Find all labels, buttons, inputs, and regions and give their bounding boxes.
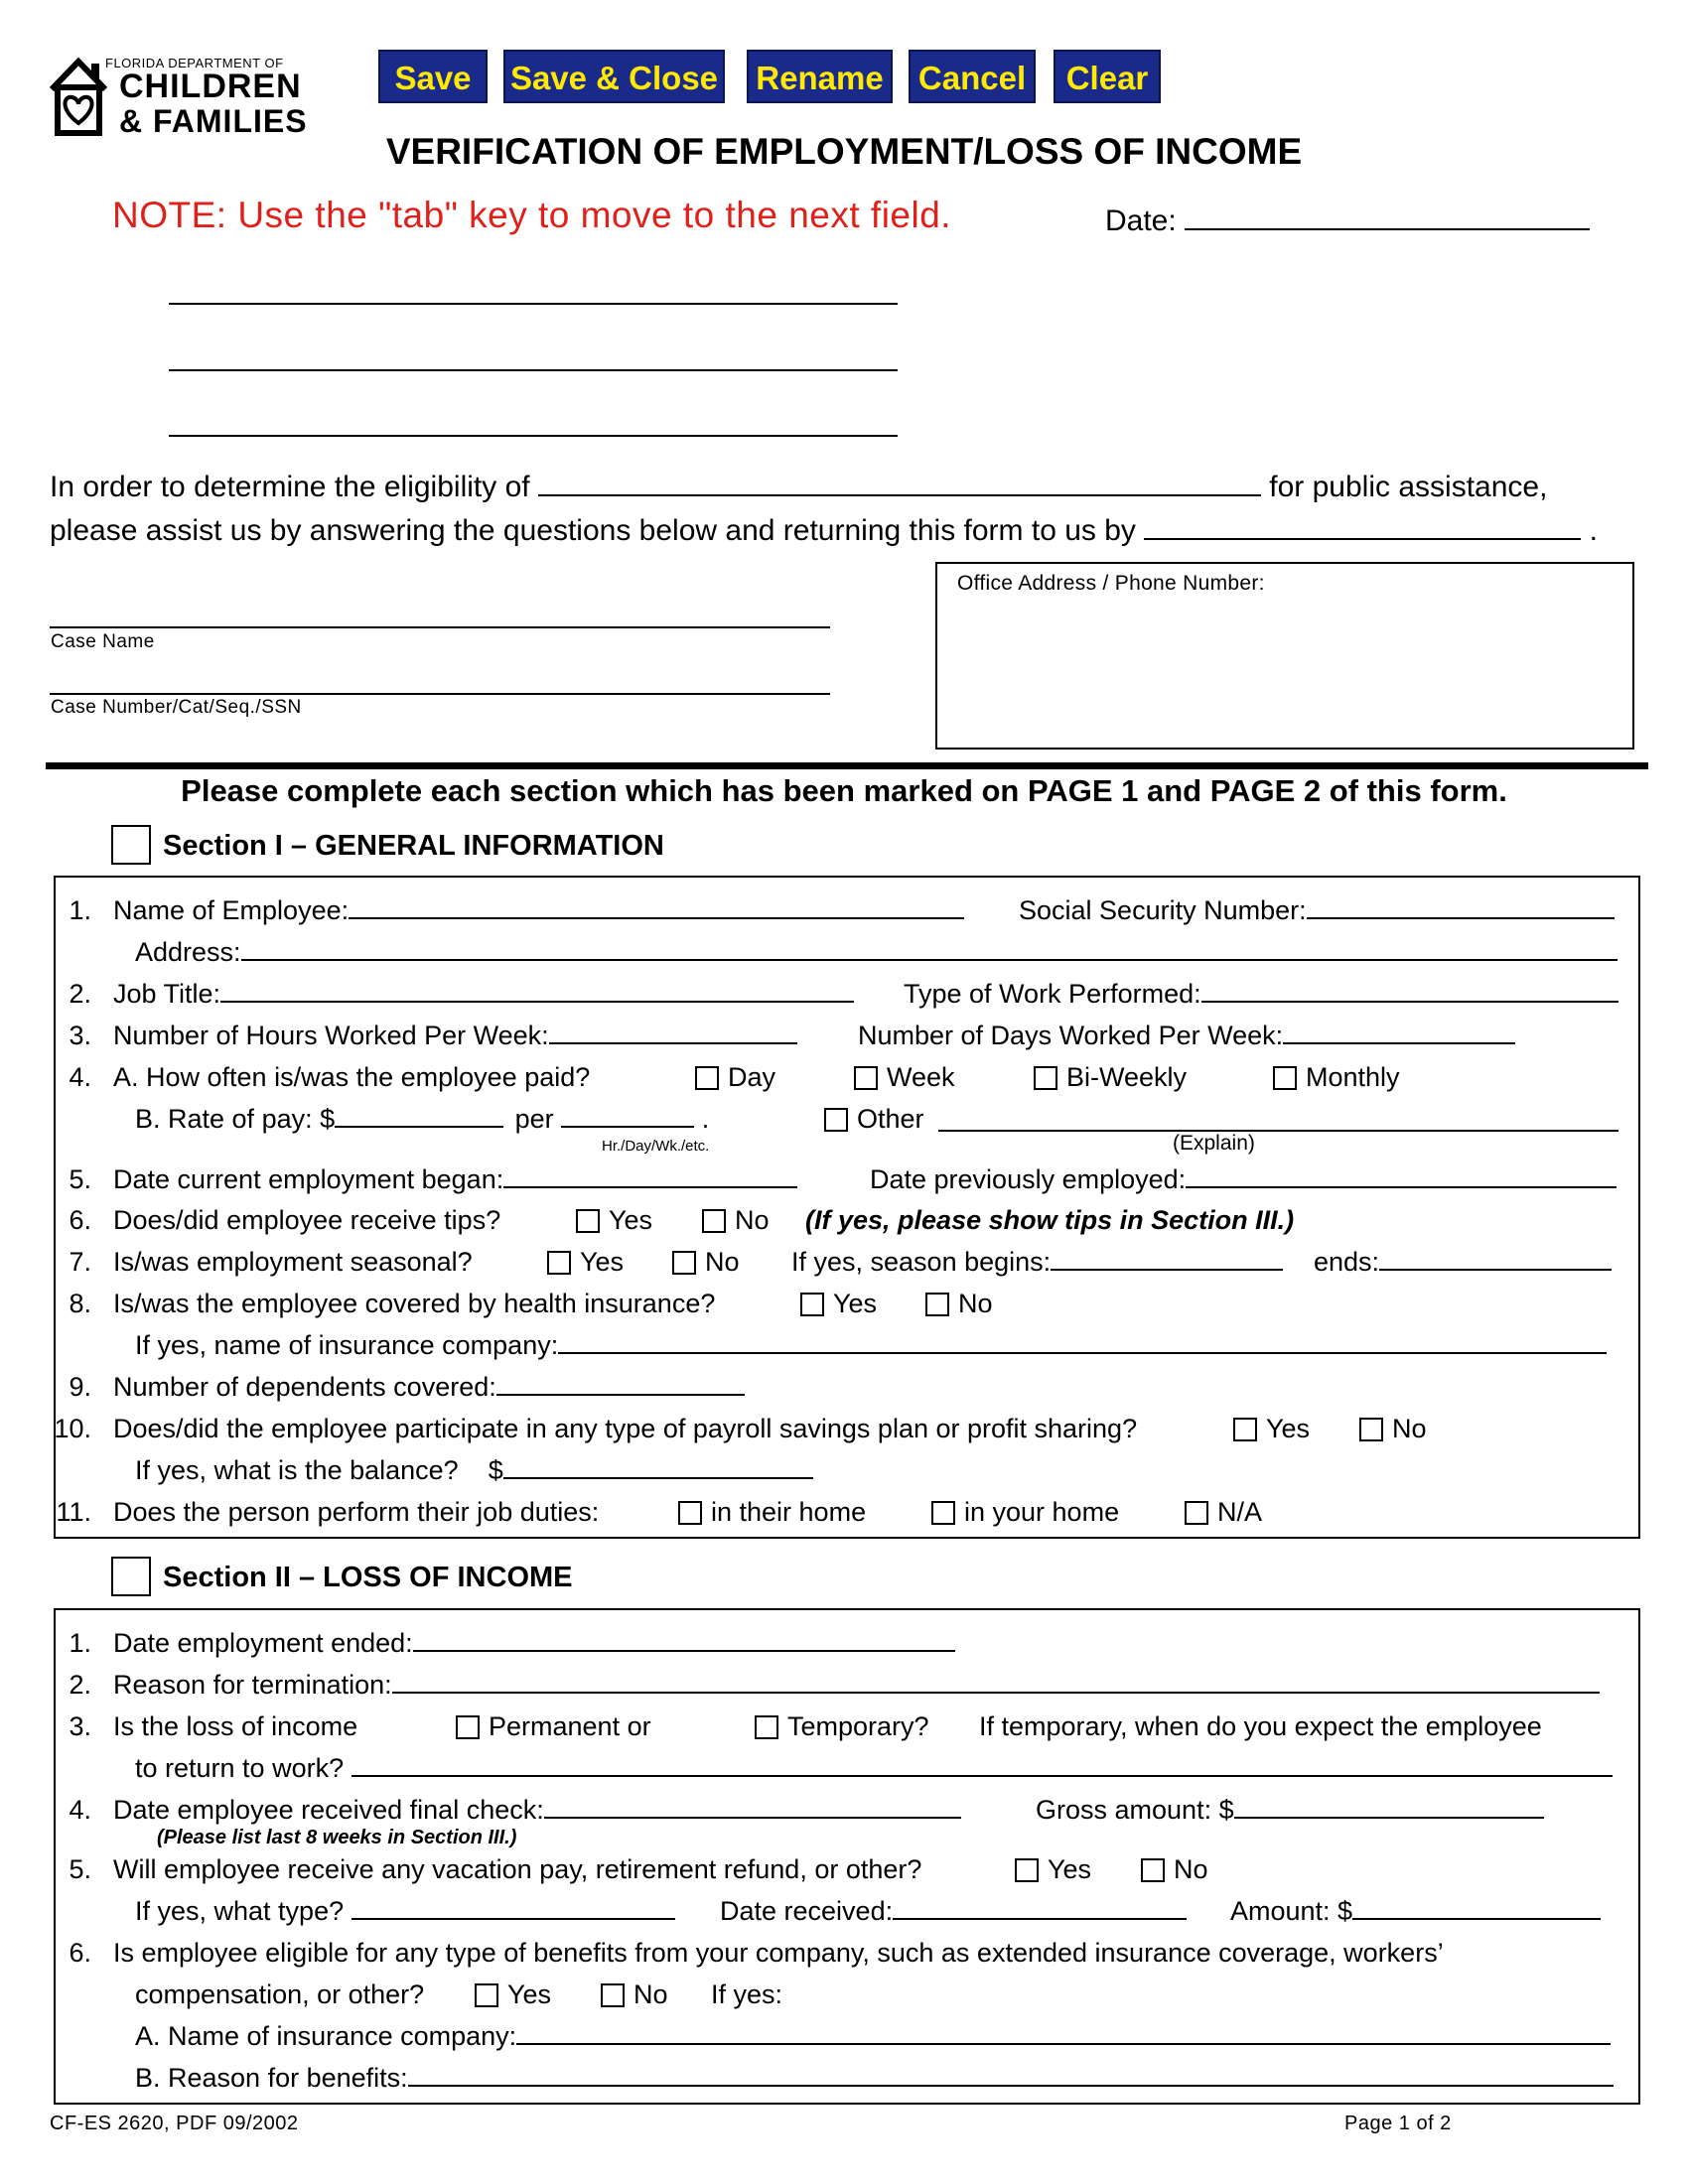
- loss-temporary-checkbox[interactable]: [755, 1715, 778, 1739]
- savings-yes-option[interactable]: Yes: [1233, 1414, 1310, 1443]
- logo-line-3: & FAMILIES: [119, 103, 308, 139]
- s1-q4a-row: 4. A. How often is/was the employee paid?: [69, 1062, 591, 1092]
- savings-balance-input[interactable]: [503, 1455, 813, 1479]
- savings-yes-checkbox[interactable]: [1233, 1418, 1257, 1441]
- duties-your-home-checkbox[interactable]: [931, 1501, 955, 1525]
- loss-permanent-option[interactable]: Permanent or: [456, 1711, 651, 1741]
- s1-q8-row: 8. Is/was the employee covered by health insurance?: [69, 1289, 716, 1318]
- pay-day-checkbox[interactable]: [695, 1066, 719, 1090]
- office-address-box[interactable]: [935, 562, 1634, 750]
- section-2-title: Section II – LOSS OF INCOME: [163, 1562, 573, 1593]
- logo-line-1: FLORIDA DEPARTMENT OF: [105, 56, 284, 70]
- final-check-date-input[interactable]: [544, 1795, 961, 1819]
- page-number: Page 1 of 2: [1344, 2113, 1452, 2134]
- pay-day-option[interactable]: Day: [695, 1062, 775, 1092]
- tab-key-note: NOTE: Use the "tab" key to move to the next field.: [112, 195, 952, 235]
- pay-unit-hint: Hr./Day/Wk./etc.: [602, 1138, 710, 1155]
- benefits-reason-input[interactable]: [408, 2063, 1614, 2087]
- days-per-week-input[interactable]: [1283, 1021, 1515, 1044]
- employer-address-line-3[interactable]: [169, 435, 898, 437]
- return-by-date-input[interactable]: [1144, 516, 1581, 540]
- intro-line-2: please assist us by answering the questions below and returning this form to us by .: [50, 514, 1598, 547]
- clear-button[interactable]: Clear: [1054, 50, 1161, 103]
- pay-monthly-checkbox[interactable]: [1273, 1066, 1297, 1090]
- tips-yes-checkbox[interactable]: [576, 1209, 600, 1233]
- s1-worktype-row: Type of Work Performed:: [904, 979, 1618, 1009]
- employment-ended-input[interactable]: [413, 1628, 955, 1652]
- tips-no-option[interactable]: No: [702, 1205, 770, 1235]
- vacation-amount-input[interactable]: [1352, 1896, 1601, 1920]
- savings-no-option[interactable]: No: [1359, 1414, 1427, 1443]
- s2-q1-row: 1. Date employment ended:: [34, 1628, 955, 1658]
- tips-yes-option[interactable]: Yes: [576, 1205, 652, 1235]
- section-divider: [46, 762, 1648, 769]
- duties-na-checkbox[interactable]: [1185, 1501, 1208, 1525]
- s2-q6-row-2: compensation, or other?: [135, 1979, 425, 2009]
- benefits-if-yes: If yes:: [711, 1979, 783, 2009]
- s1-q5-row: 5. Date current employment began:: [34, 1164, 797, 1194]
- seasonal-yes-checkbox[interactable]: [547, 1251, 571, 1275]
- form-id: CF-ES 2620, PDF 09/2002: [50, 2113, 299, 2134]
- vacation-type-row: If yes, what type?: [135, 1896, 675, 1926]
- benefits-yes-checkbox[interactable]: [475, 1983, 498, 2007]
- employee-address-input[interactable]: [241, 937, 1618, 961]
- gross-amount-row: Gross amount: $: [1036, 1795, 1544, 1825]
- employer-address-line-2[interactable]: [169, 369, 898, 371]
- s1-q4b-row: B. Rate of pay: $ per .: [135, 1104, 710, 1134]
- vacation-yes-option[interactable]: Yes: [1015, 1854, 1091, 1884]
- loss-permanent-checkbox[interactable]: [456, 1715, 480, 1739]
- s1-q1-row: 1. Name of Employee:: [34, 895, 964, 925]
- benefits-insurance-row: A. Name of insurance company:: [135, 2021, 1611, 2051]
- explain-hint: (Explain): [1173, 1132, 1255, 1155]
- s2-q5-row: 5. Will employee receive any vacation pay, retirement refund, or other?: [69, 1854, 922, 1884]
- hours-per-week-input[interactable]: [549, 1021, 797, 1044]
- section-2-checkbox[interactable]: [111, 1557, 151, 1596]
- intro-line-1: In order to determine the eligibility of for public assistance,: [50, 471, 1548, 503]
- benefits-reason-row: B. Reason for benefits:: [135, 2063, 1614, 2093]
- duties-their-home-checkbox[interactable]: [678, 1501, 702, 1525]
- duties-your-home-option[interactable]: in your home: [931, 1497, 1119, 1527]
- termination-reason-input[interactable]: [392, 1670, 1600, 1694]
- s1-prev-employed-row: Date previously employed:: [870, 1164, 1617, 1194]
- seasonal-no-option[interactable]: No: [672, 1247, 740, 1277]
- insurance-company-row: If yes, name of insurance company:: [135, 1330, 1607, 1360]
- save-button[interactable]: Save: [378, 50, 488, 103]
- insurance-company-input[interactable]: [558, 1330, 1607, 1354]
- house-heart-icon: [48, 56, 109, 139]
- date-received-input[interactable]: [893, 1896, 1187, 1920]
- case-name-input[interactable]: [50, 626, 830, 628]
- s1-days-row: Number of Days Worked Per Week:: [858, 1021, 1515, 1050]
- case-number-input[interactable]: [50, 693, 830, 695]
- rate-of-pay-input[interactable]: [335, 1104, 503, 1128]
- logo-line-2: CHILDREN: [119, 68, 302, 105]
- dependents-covered-input[interactable]: [496, 1372, 745, 1396]
- previously-employed-input[interactable]: [1186, 1164, 1617, 1188]
- case-name-label: Case Name: [51, 631, 155, 652]
- cancel-button[interactable]: Cancel: [909, 50, 1036, 103]
- pay-biweekly-option[interactable]: Bi-Weekly: [1034, 1062, 1187, 1092]
- benefits-insurance-input[interactable]: [516, 2021, 1611, 2045]
- s2-q2-row: 2. Reason for termination:: [34, 1670, 1600, 1700]
- vacation-no-option[interactable]: No: [1141, 1854, 1208, 1884]
- ssn-input[interactable]: [1307, 895, 1615, 919]
- vacation-yes-checkbox[interactable]: [1015, 1858, 1039, 1882]
- rename-button[interactable]: Rename: [747, 50, 893, 103]
- pay-unit-input[interactable]: [561, 1104, 694, 1128]
- employer-address-line-1[interactable]: [169, 303, 898, 305]
- section-1-title: Section I – GENERAL INFORMATION: [163, 830, 664, 862]
- loss-temporary-option[interactable]: Temporary?: [755, 1711, 929, 1741]
- date-field: [1105, 206, 1590, 236]
- health-yes-option[interactable]: Yes: [800, 1289, 877, 1318]
- vacation-type-input[interactable]: [352, 1896, 675, 1920]
- s1-address-row: Address:: [135, 937, 1618, 967]
- seasonal-no-checkbox[interactable]: [672, 1251, 696, 1275]
- duties-na-option[interactable]: N/A: [1185, 1497, 1262, 1527]
- season-begins-input[interactable]: [1051, 1247, 1283, 1271]
- dcf-logo: [48, 56, 306, 141]
- gross-amount-input[interactable]: [1234, 1795, 1544, 1819]
- s2-q6-row: 6. Is employee eligible for any type of benefits from your company, such as extended insurance coverage, workers’: [69, 1938, 1444, 1968]
- date-received-row: Date received:: [720, 1896, 1187, 1926]
- return-to-work-row: to return to work?: [135, 1753, 1613, 1783]
- vacation-no-checkbox[interactable]: [1141, 1858, 1165, 1882]
- case-number-label: Case Number/Cat/Seq./SSN: [51, 697, 302, 718]
- form-title: VERIFICATION OF EMPLOYMENT/LOSS OF INCOME: [385, 131, 1303, 172]
- instruction-text: Please complete each section which has been marked on PAGE 1 and PAGE 2 of this form.: [181, 773, 1507, 808]
- vacation-amount-row: Amount: $: [1230, 1896, 1601, 1926]
- tips-note: (If yes, please show tips in Section III.): [805, 1205, 1295, 1235]
- applicant-name-input[interactable]: [538, 473, 1261, 496]
- final-check-note: (Please list last 8 weeks in Section III.): [157, 1827, 517, 1848]
- pay-biweekly-checkbox[interactable]: [1034, 1066, 1057, 1090]
- s2-q4-row: 4. Date employee received final check:: [34, 1795, 961, 1825]
- s1-q9-row: 9. Number of dependents covered:: [34, 1372, 745, 1402]
- benefits-yes-option[interactable]: Yes: [475, 1979, 551, 2009]
- health-no-checkbox[interactable]: [925, 1293, 949, 1316]
- s1-q6-row: 6. Does/did employee receive tips?: [69, 1205, 501, 1235]
- employment-began-input[interactable]: [503, 1164, 797, 1188]
- date-label: Date:: [1105, 205, 1177, 237]
- health-yes-checkbox[interactable]: [800, 1293, 824, 1316]
- benefits-no-option[interactable]: No: [601, 1979, 668, 2009]
- pay-other-option[interactable]: Other: [824, 1104, 924, 1134]
- savings-balance-row: If yes, what is the balance? $: [135, 1455, 813, 1485]
- health-no-option[interactable]: No: [925, 1289, 993, 1318]
- pay-other-explain-input[interactable]: [938, 1130, 1618, 1132]
- s1-q10-row: 10. Does/did the employee participate in any type of payroll savings plan or profit sharing?: [54, 1414, 1138, 1443]
- pay-week-checkbox[interactable]: [854, 1066, 878, 1090]
- s2-q3-row: 3. Is the loss of income: [69, 1711, 358, 1741]
- duties-their-home-option[interactable]: in their home: [678, 1497, 866, 1527]
- pay-other-checkbox[interactable]: [824, 1108, 848, 1132]
- s1-q2-row: 2. Job Title:: [34, 979, 854, 1009]
- work-type-input[interactable]: [1201, 979, 1618, 1003]
- s1-q11-row: 11. Does the person perform their job duties:: [56, 1497, 600, 1527]
- benefits-no-checkbox[interactable]: [601, 1983, 625, 2007]
- save-and-close-button[interactable]: Save & Close: [503, 50, 725, 103]
- date-input[interactable]: [1185, 206, 1590, 230]
- savings-no-checkbox[interactable]: [1359, 1418, 1383, 1441]
- pay-monthly-option[interactable]: Monthly: [1273, 1062, 1400, 1092]
- return-to-work-input[interactable]: [352, 1753, 1613, 1777]
- job-title-input[interactable]: [220, 979, 854, 1003]
- tips-no-checkbox[interactable]: [702, 1209, 726, 1233]
- employee-name-input[interactable]: [349, 895, 964, 919]
- s1-q3-row: 3. Number of Hours Worked Per Week:: [34, 1021, 797, 1050]
- temporary-expect-text: If temporary, when do you expect the employee: [979, 1711, 1542, 1741]
- s1-ssn-row: Social Security Number:: [1019, 895, 1615, 925]
- s1-q7-row: 7. Is/was employment seasonal?: [69, 1247, 473, 1277]
- season-ends-input[interactable]: [1379, 1247, 1612, 1271]
- season-ends-row: ends:: [1314, 1247, 1612, 1277]
- seasonal-yes-option[interactable]: Yes: [547, 1247, 624, 1277]
- pay-week-option[interactable]: Week: [854, 1062, 955, 1092]
- office-address-label: Office Address / Phone Number:: [957, 572, 1265, 595]
- section-1-checkbox[interactable]: [111, 825, 151, 865]
- season-begins-row: If yes, season begins:: [791, 1247, 1283, 1277]
